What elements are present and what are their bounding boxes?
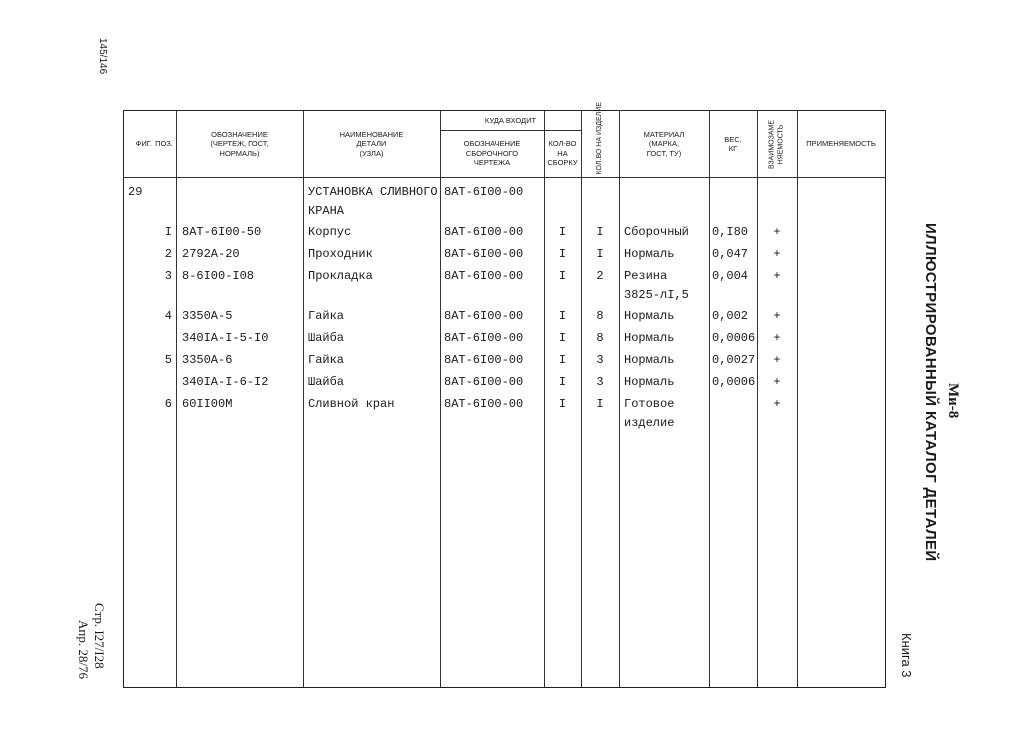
cell-line: Готовое xyxy=(624,397,675,411)
cell-weight: 0,0006 xyxy=(712,331,756,345)
cell-material xyxy=(624,307,709,326)
cell-designation: 340IА-I-5-I0 xyxy=(182,331,269,345)
header-designation-line: НОРМАЛЬ) xyxy=(219,148,260,158)
cell-interch: + xyxy=(773,269,781,283)
cell-material xyxy=(624,373,709,392)
header-applicability: ПРИМЕНЯЕМОСТЬ xyxy=(806,139,876,149)
cell-line: Шайба xyxy=(308,331,345,345)
side-title-block xyxy=(915,215,975,635)
cell-qty-prod: 8 xyxy=(596,309,604,323)
cell-qty-asm: I xyxy=(558,269,567,283)
cell-designation: 8-6I00-I08 xyxy=(182,269,255,283)
book-label: Книга 3 xyxy=(899,633,914,678)
cell-fig: 29 xyxy=(128,185,143,199)
cell-weight: 0,0027 xyxy=(712,353,756,367)
header-assembly-designation xyxy=(440,130,544,177)
cell-assembly: 8АТ-6I00-00 xyxy=(444,185,524,199)
cell-line: Сборочный xyxy=(624,225,689,239)
cell-name xyxy=(308,223,438,242)
cell-qty-asm: I xyxy=(558,225,567,239)
cell-designation: 3350А-6 xyxy=(182,353,233,367)
header-qty-asm-line: СБОРКУ xyxy=(547,158,578,168)
header-name-line: НАИМЕНОВАНИЕ xyxy=(339,129,404,139)
cell-material xyxy=(624,223,709,242)
cell-weight: 0,0006 xyxy=(712,375,756,389)
header-weight-line: ВЕС, xyxy=(724,134,742,144)
header-material xyxy=(619,111,709,177)
header-qty-assembly xyxy=(544,130,581,177)
cell-assembly: 8АТ-6I00-00 xyxy=(444,353,524,367)
cell-material xyxy=(624,245,709,264)
cell-name xyxy=(308,245,438,264)
header-material-line: (МАРКА, xyxy=(648,139,680,149)
header-designation xyxy=(176,111,303,177)
header-pos: ПОЗ. xyxy=(155,139,173,149)
header-name-line: (УЗЛА) xyxy=(359,148,384,158)
cell-line: Нормаль xyxy=(624,309,675,323)
cell-designation: 340IА-I-6-I2 xyxy=(182,375,269,389)
cell-pos: 4 xyxy=(164,309,172,323)
cell-qty-prod: 8 xyxy=(596,331,604,345)
cell-interch: + xyxy=(773,247,781,261)
header-qty-product-cell xyxy=(581,102,619,177)
cell-assembly: 8АТ-6I00-00 xyxy=(444,225,524,239)
cell-line: изделие xyxy=(624,416,675,430)
cell-pos: I xyxy=(164,225,172,239)
cell-qty-prod: 3 xyxy=(596,375,604,389)
header-interch-cell xyxy=(757,111,797,177)
header-material-line: МАТЕРИАЛ xyxy=(643,129,685,139)
header-designation-line: (ЧЕРТЕЖ, ГОСТ, xyxy=(210,139,269,149)
cell-interch: + xyxy=(773,225,781,239)
cell-assembly: 8АТ-6I00-00 xyxy=(444,331,524,345)
cell-qty-prod: I xyxy=(596,247,604,261)
cell-qty-asm: I xyxy=(558,247,567,261)
cell-interch: + xyxy=(773,375,781,389)
header-weight xyxy=(709,111,757,177)
cell-pos: 3 xyxy=(164,269,172,283)
cell-interch: + xyxy=(773,397,781,411)
cell-qty-asm: I xyxy=(558,331,567,345)
cell-interch: + xyxy=(773,331,781,345)
cell-line: Прокладка xyxy=(308,269,373,283)
cell-material xyxy=(624,267,709,305)
cell-line: Нормаль xyxy=(624,331,675,345)
cell-line: Шайба xyxy=(308,375,345,389)
header-asm-line: СБОРОЧНОГО xyxy=(465,148,519,158)
cell-qty-asm: I xyxy=(558,353,567,367)
cell-designation: 3350А-5 xyxy=(182,309,233,323)
corner-mark-text: 145/146 xyxy=(97,38,108,75)
cell-line: Нормаль xyxy=(624,353,675,367)
cell-qty-prod: I xyxy=(596,397,604,411)
cell-material xyxy=(624,351,709,370)
cell-weight: 0,002 xyxy=(712,309,749,323)
cell-line: Сливной кран xyxy=(308,397,395,411)
cell-line: Нормаль xyxy=(624,247,675,261)
cell-assembly: 8АТ-6I00-00 xyxy=(444,397,524,411)
cell-designation: 2792А-20 xyxy=(182,247,240,261)
header-fig: ФИГ. xyxy=(135,139,152,149)
page-number: Стр. I27/I28 xyxy=(92,603,107,669)
header-interchangeability: ВЗАИМОЗАМЕ НЯЕМОСТЬ xyxy=(768,119,784,170)
cell-pos: 6 xyxy=(164,397,172,411)
cell-weight: 0,004 xyxy=(712,269,749,283)
cell-weight: 0,047 xyxy=(712,247,749,261)
cell-line: 3825-лI,5 xyxy=(624,288,689,302)
cell-name xyxy=(308,395,438,414)
cell-assembly: 8АТ-6I00-00 xyxy=(444,309,524,323)
header-kuda-vhodit: КУДА ВХОДИТ xyxy=(484,115,537,125)
header-name xyxy=(303,111,440,177)
cell-line: Проходник xyxy=(308,247,373,261)
cell-qty-prod: 2 xyxy=(596,269,604,283)
catalog-code: Ми-8 xyxy=(945,383,961,419)
cell-qty-prod: 3 xyxy=(596,353,604,367)
cell-qty-prod: I xyxy=(596,225,604,239)
cell-assembly: 8АТ-6I00-00 xyxy=(444,247,524,261)
cell-name xyxy=(308,183,438,221)
header-weight-line: КГ xyxy=(728,144,738,153)
cell-name xyxy=(308,307,438,326)
header-asm-line: ЧЕРТЕЖА xyxy=(473,158,511,168)
cell-pos: 5 xyxy=(164,353,172,367)
cell-material xyxy=(624,329,709,348)
cell-line: Гайка xyxy=(308,309,345,323)
cell-pos: 2 xyxy=(164,247,172,261)
cell-line: Резина xyxy=(624,269,668,283)
cell-line: Нормаль xyxy=(624,375,675,389)
cell-material xyxy=(624,395,709,433)
cell-name xyxy=(308,267,438,286)
cell-qty-asm: I xyxy=(558,309,567,323)
cell-interch: + xyxy=(773,353,781,367)
cell-assembly: 8АТ-6I00-00 xyxy=(444,375,524,389)
cell-qty-asm: I xyxy=(558,375,567,389)
catalog-title: ИЛЛЮСТРИРОВАННЫЙ КАТАЛОГ ДЕТАЛЕЙ xyxy=(922,223,939,562)
cell-line: Корпус xyxy=(308,225,352,239)
header-name-line: ДЕТАЛИ xyxy=(356,139,387,149)
cell-line: УСТАНОВКА СЛИВНОГО xyxy=(308,185,438,199)
table-row xyxy=(124,183,885,223)
header-qty-asm-line: КОЛ-ВО xyxy=(548,139,577,149)
cell-name xyxy=(308,329,438,348)
cell-weight: 0,I80 xyxy=(712,225,749,239)
header-qty-product: КОЛ.ВО НА ИЗДЕЛИЕ xyxy=(595,102,603,175)
cell-name xyxy=(308,351,438,370)
cell-assembly: 8АТ-6I00-00 xyxy=(444,269,524,283)
cell-name xyxy=(308,373,438,392)
header-designation-line: ОБОЗНАЧЕНИЕ xyxy=(211,129,268,139)
cell-qty-asm: I xyxy=(558,397,567,411)
header-asm-line: ОБОЗНАЧЕНИЕ xyxy=(463,139,521,149)
parts-table xyxy=(123,102,886,688)
page-date: Апр. 28/76 xyxy=(76,620,91,679)
cell-designation: 60II00М xyxy=(182,397,233,411)
cell-interch: + xyxy=(773,309,781,323)
cell-line: КРАНА xyxy=(308,204,345,218)
header-material-line: ГОСТ, ТУ) xyxy=(646,148,682,158)
table-row xyxy=(124,267,885,307)
table-row xyxy=(124,395,885,435)
cell-designation: 8АТ-6I00-50 xyxy=(182,225,262,239)
header-qty-asm-line: НА xyxy=(557,148,568,158)
cell-line: Гайка xyxy=(308,353,345,367)
